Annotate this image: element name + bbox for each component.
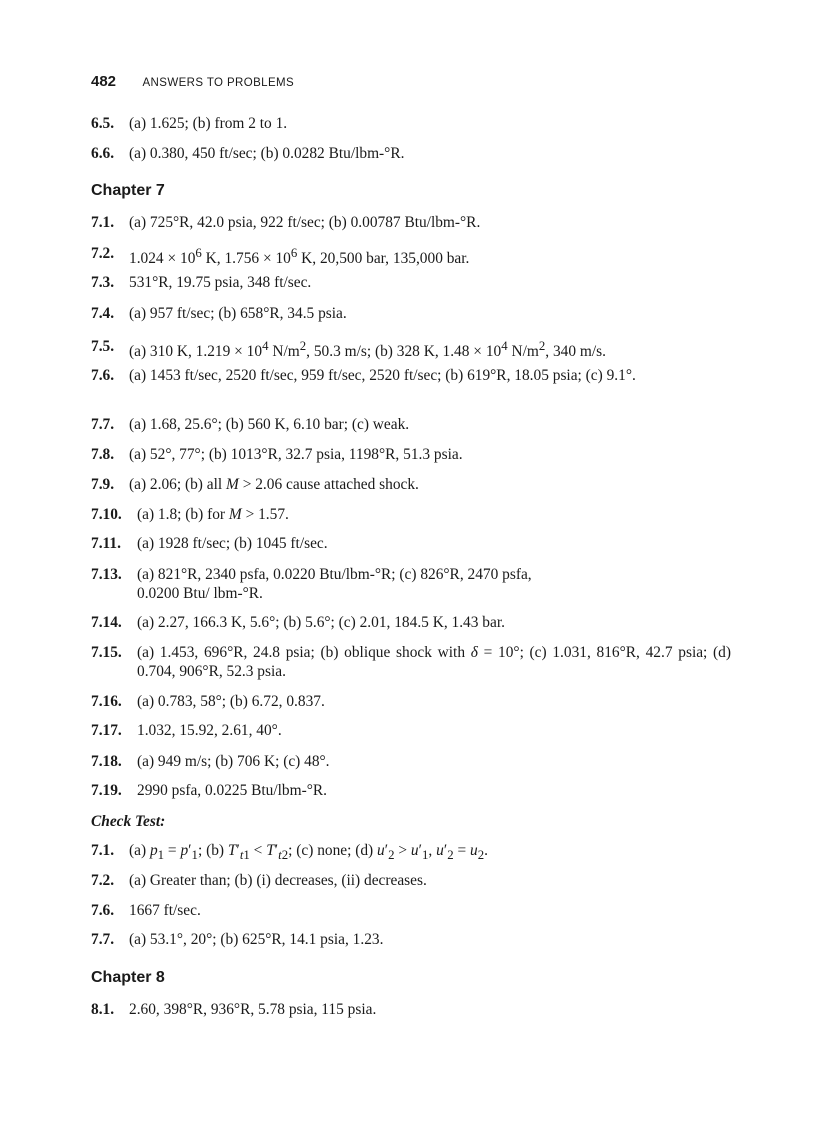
page-header xyxy=(91,73,294,91)
problem-number: 7.1. xyxy=(91,842,115,859)
problem-number: 6.6. xyxy=(91,145,115,162)
problem-number: 6.5. xyxy=(91,115,115,132)
answer-entry xyxy=(91,871,731,890)
problem-number: 7.3. xyxy=(91,274,115,291)
problem-number: 7.16. xyxy=(91,693,122,710)
problem-number: 7.4. xyxy=(91,305,115,322)
answer-text: (a) $p_1 = p'_1$; (b) $T'_{t1} < T'_{t2}$; (c) none; (d) $u'_2 > u'_1$, $u'_2 = u_2$. xyxy=(129,842,488,863)
problem-number: 7.11. xyxy=(91,535,121,552)
problem-number: 7.15. xyxy=(91,644,122,661)
answer-entry xyxy=(91,244,731,268)
answer-text: 531°R, 19.75 psia, 348 ft/sec. xyxy=(129,274,312,291)
problem-number: 7.6. xyxy=(91,367,115,384)
answer-entry xyxy=(91,643,731,681)
running-title: ANSWERS TO PROBLEMS xyxy=(142,77,295,89)
answer-text: (a) 2.06; (b) all M > 2.06 cause attached shock. xyxy=(129,476,419,493)
answer-text: (a) 1453 ft/sec, 2520 ft/sec, 959 ft/sec, 2520 ft/sec; (b) 619°R, 18.05 psia; (c) 9.1°. xyxy=(129,367,636,384)
answer-entry xyxy=(91,841,731,865)
problem-number: 7.8. xyxy=(91,446,115,463)
answer-entry xyxy=(91,144,731,163)
answer-entry xyxy=(91,304,731,323)
answer-text: 2.60, 398°R, 936°R, 5.78 psia, 115 psia. xyxy=(129,1001,377,1018)
answer-text: $1.024 \times 10^6$ K, $1.756 \times 10^6$ K, 20,500 bar, 135,000 bar. xyxy=(129,246,470,268)
answer-entry xyxy=(91,930,731,949)
answer-entry xyxy=(91,613,731,632)
answer-text: (a) 949 m/s; (b) 706 K; (c) 48°. xyxy=(137,753,330,770)
answer-text: (a) 2.27, 166.3 K, 5.6°; (b) 5.6°; (c) 2.01, 184.5 K, 1.43 bar. xyxy=(137,614,505,631)
answer-entry xyxy=(91,692,731,711)
chapter-7-heading: Chapter 7 xyxy=(91,182,165,199)
answer-text: (a) 0.380, 450 ft/sec; (b) 0.0282 Btu/lbm-°R. xyxy=(129,145,405,162)
problem-number: 7.1. xyxy=(91,214,115,231)
problem-number: 7.19. xyxy=(91,782,122,799)
answer-text: 1.032, 15.92, 2.61, 40°. xyxy=(137,722,282,739)
answer-text: (a) 310 K, $1.219 \times 10^4$ $N/m^2$, 50.3 m/s; (b) 328 K, $1.48 \times 10^4$ $N/m^2$, 340 m/s. xyxy=(129,339,606,361)
problem-number: 7.7. xyxy=(91,931,115,948)
answer-entry xyxy=(91,752,731,771)
problem-number: 7.6. xyxy=(91,902,115,919)
answer-entry xyxy=(91,475,731,494)
answer-entry xyxy=(91,445,731,464)
problem-number: 7.2. xyxy=(91,872,115,889)
answer-entry xyxy=(91,505,731,524)
problem-number: 7.13. xyxy=(91,566,122,583)
problem-number: 7.10. xyxy=(91,506,122,523)
problem-number: 7.17. xyxy=(91,722,122,739)
answer-text: 1667 ft/sec. xyxy=(129,902,201,919)
answer-text: (a) 821°R, 2340 psfa, 0.0220 Btu/lbm-°R; (c) 826°R, 2470 psfa, 0.0200 Btu/ lbm-°R. xyxy=(137,566,532,602)
answer-text: (a) 1928 ft/sec; (b) 1045 ft/sec. xyxy=(137,535,328,552)
answer-entry xyxy=(91,213,731,232)
answer-text: (a) 52°, 77°; (b) 1013°R, 32.7 psia, 1198°R, 51.3 psia. xyxy=(129,446,463,463)
answer-entry xyxy=(91,534,731,553)
page-number: 482 xyxy=(91,73,117,90)
answer-text: (a) Greater than; (b) (i) decreases, (ii) decreases. xyxy=(129,872,427,889)
problem-number: 7.18. xyxy=(91,753,122,770)
chapter-8-heading: Chapter 8 xyxy=(91,969,165,986)
answer-text: (a) 0.783, 58°; (b) 6.72, 0.837. xyxy=(137,693,325,710)
problem-number: 7.9. xyxy=(91,476,115,493)
answer-text: (a) 1.453, 696°R, 24.8 psia; (b) oblique shock with δ = 10°; (c) 1.031, 816°R, 42.7 psia; (d) 0.704, 906°R, 52.3 psia. xyxy=(137,644,731,680)
answer-text: (a) 53.1°, 20°; (b) 625°R, 14.1 psia, 1.23. xyxy=(129,931,384,948)
problem-number: 7.2. xyxy=(91,245,115,262)
answer-text: (a) 957 ft/sec; (b) 658°R, 34.5 psia. xyxy=(129,305,347,322)
problem-number: 7.5. xyxy=(91,338,115,355)
answer-text: (a) 1.68, 25.6°; (b) 560 K, 6.10 bar; (c) weak. xyxy=(129,416,410,433)
answer-text: (a) 1.8; (b) for M > 1.57. xyxy=(137,506,289,523)
problem-number: 7.14. xyxy=(91,614,122,631)
answer-entry xyxy=(91,781,731,800)
answer-entry xyxy=(91,273,731,292)
answer-entry xyxy=(91,565,731,603)
answer-text: (a) 725°R, 42.0 psia, 922 ft/sec; (b) 0.00787 Btu/lbm-°R. xyxy=(129,214,481,231)
problem-number: 8.1. xyxy=(91,1001,115,1018)
check-test-heading: Check Test: xyxy=(91,813,166,830)
answer-text: 2990 psfa, 0.0225 Btu/lbm-°R. xyxy=(137,782,327,799)
answer-entry xyxy=(91,366,731,385)
answer-entry xyxy=(91,114,731,133)
answer-entry xyxy=(91,415,731,434)
answer-entry xyxy=(91,337,731,361)
answer-entry xyxy=(91,901,731,920)
answer-entry xyxy=(91,1000,731,1019)
problem-number: 7.7. xyxy=(91,416,115,433)
answer-text: (a) 1.625; (b) from 2 to 1. xyxy=(129,115,288,132)
answer-entry xyxy=(91,721,731,740)
